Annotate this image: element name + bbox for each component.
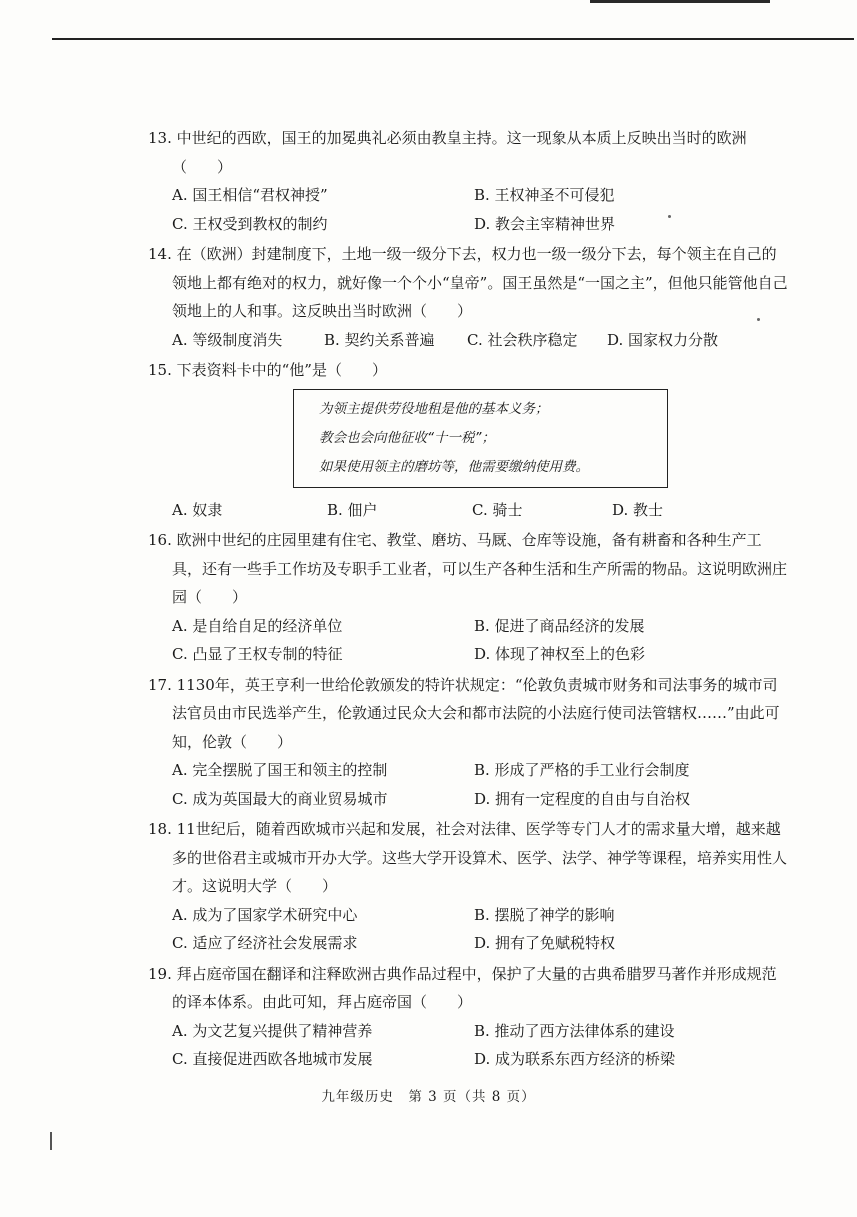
option-c: C. 骑士 bbox=[472, 500, 523, 519]
option-b: B. 促进了商品经济的发展 bbox=[474, 616, 645, 635]
question-13 bbox=[148, 124, 788, 238]
card-line: 教会也会向他征收“十一税”； bbox=[319, 429, 495, 446]
option-c: C. 适应了经济社会发展需求 bbox=[172, 934, 358, 952]
option-d: D. 成为联系东西方经济的桥梁 bbox=[474, 1050, 676, 1068]
page-footer: 九年级历史 第 3 页（共 8 页） bbox=[321, 1089, 536, 1105]
stem-text: 欧洲中世纪的庄园里建有住宅、教堂、磨坊、马厩、仓库等设施，备有耕畜和各种生产工具，还有一些手工作坊及专职手工业者，可以生产各种生活和生产所需的物品。这说明欧洲庄园（ ） bbox=[172, 531, 788, 606]
question-number: 13. bbox=[148, 129, 172, 147]
header-rule bbox=[52, 38, 854, 40]
stem-text: 下表资料卡中的“他”是（ ） bbox=[176, 361, 387, 379]
option-d: D. 体现了神权至上的色彩 bbox=[474, 645, 646, 663]
options bbox=[148, 1017, 788, 1074]
question-stem bbox=[148, 671, 788, 757]
option-b: B. 摆脱了神学的影响 bbox=[474, 905, 615, 924]
option-d: D. 拥有一定程度的自由与自治权 bbox=[474, 789, 691, 808]
options bbox=[148, 181, 788, 238]
question-stem bbox=[148, 124, 788, 153]
question-19 bbox=[148, 960, 788, 1074]
question-15 bbox=[148, 356, 788, 524]
option-d: D. 拥有了免赋税特权 bbox=[474, 934, 616, 952]
question-list bbox=[148, 124, 788, 1076]
option-b: B. 推动了西方法律体系的建设 bbox=[474, 1021, 675, 1040]
option-a: A. 等级制度消失 bbox=[172, 330, 283, 349]
question-17 bbox=[148, 671, 788, 814]
option-c: C. 王权受到教权的制约 bbox=[172, 214, 328, 233]
options bbox=[148, 756, 788, 813]
option-a: A. 国王相信“君权神授” bbox=[172, 186, 328, 204]
card-line: 如果使用领主的磨坊等，他需要缴纳使用费。 bbox=[319, 458, 589, 475]
question-stem bbox=[148, 240, 788, 326]
question-number: 19. bbox=[148, 964, 172, 983]
scan-edge-mark bbox=[590, 0, 770, 3]
question-number: 18. bbox=[148, 820, 172, 838]
answer-blank: （ ） bbox=[172, 157, 233, 176]
question-number: 16. bbox=[148, 531, 172, 549]
options bbox=[148, 612, 788, 669]
option-d: D. 教士 bbox=[612, 500, 664, 519]
option-d: D. 教会主宰精神世界 bbox=[474, 214, 616, 233]
stem-text: 中世纪的西欧，国王的加冕典礼必须由教皇主持。这一现象从本质上反映出当时的欧洲 bbox=[176, 129, 747, 147]
option-a: A. 完全摆脱了国王和领主的控制 bbox=[172, 761, 388, 779]
options bbox=[148, 496, 788, 525]
card-line: 为领主提供劳役地租是他的基本义务； bbox=[319, 400, 549, 417]
stem-text: 拜占庭帝国在翻译和注释欧洲古典作品过程中，保护了大量的古典希腊罗马著作并形成规范的译本体系。由此可知，拜占庭帝国（ ） bbox=[172, 964, 777, 1011]
question-number: 15. bbox=[148, 361, 172, 379]
option-c: C. 成为英国最大的商业贸易城市 bbox=[172, 789, 388, 808]
option-c: C. 社会秩序稳定 bbox=[467, 330, 578, 349]
option-a: A. 成为了国家学术研究中心 bbox=[172, 905, 358, 924]
question-stem bbox=[148, 960, 788, 1017]
option-b: B. 佃户 bbox=[327, 500, 378, 519]
option-c: C. 直接促进西欧各地城市发展 bbox=[172, 1050, 373, 1068]
scan-margin-mark bbox=[50, 1132, 52, 1150]
question-18 bbox=[148, 815, 788, 958]
stem-text: 11世纪后，随着西欧城市兴起和发展，社会对法律、医学等专门人才的需求量大增，越来越多的世俗君主或城市开办大学。这些大学开设算术、医学、法学、神学等课程，培养实用性人才。这说明大学（ ） bbox=[172, 820, 788, 895]
question-stem bbox=[148, 815, 788, 901]
option-a: A. 为文艺复兴提供了精神营养 bbox=[172, 1021, 373, 1040]
question-stem bbox=[148, 526, 788, 612]
data-card bbox=[293, 389, 668, 488]
stem-text: 在（欧洲）封建制度下，土地一级一级分下去，权力也一级一级分下去，每个领主在自己的领地上都有绝对的权力，就好像一个个小“皇帝”。国王虽然是“一国之主”，但他只能管他自己领地上的人和事。这反映出当时欧洲（ ） bbox=[172, 245, 788, 320]
option-a: A. 是自给自足的经济单位 bbox=[172, 616, 343, 635]
option-a: A. 奴隶 bbox=[172, 500, 223, 519]
option-d: D. 国家权力分散 bbox=[607, 330, 719, 349]
question-number: 17. bbox=[148, 675, 172, 694]
options bbox=[148, 326, 788, 355]
question-stem bbox=[148, 356, 788, 385]
option-b: B. 契约关系普遍 bbox=[324, 330, 435, 349]
option-b: B. 形成了严格的手工业行会制度 bbox=[474, 761, 690, 779]
question-16 bbox=[148, 526, 788, 669]
options bbox=[148, 901, 788, 958]
stem-text: 1130年，英王亨利一世给伦敦颁发的特许状规定：“伦敦负责城市财务和司法事务的城市司法官员由市民选举产生，伦敦通过民众大会和都市法院的小法庭行使司法管辖权……”由此可知，伦敦（ ） bbox=[172, 675, 780, 751]
option-c: C. 凸显了王权专制的特征 bbox=[172, 645, 343, 663]
option-b: B. 王权神圣不可侵犯 bbox=[474, 186, 615, 204]
question-number: 14. bbox=[148, 245, 172, 263]
question-14 bbox=[148, 240, 788, 354]
